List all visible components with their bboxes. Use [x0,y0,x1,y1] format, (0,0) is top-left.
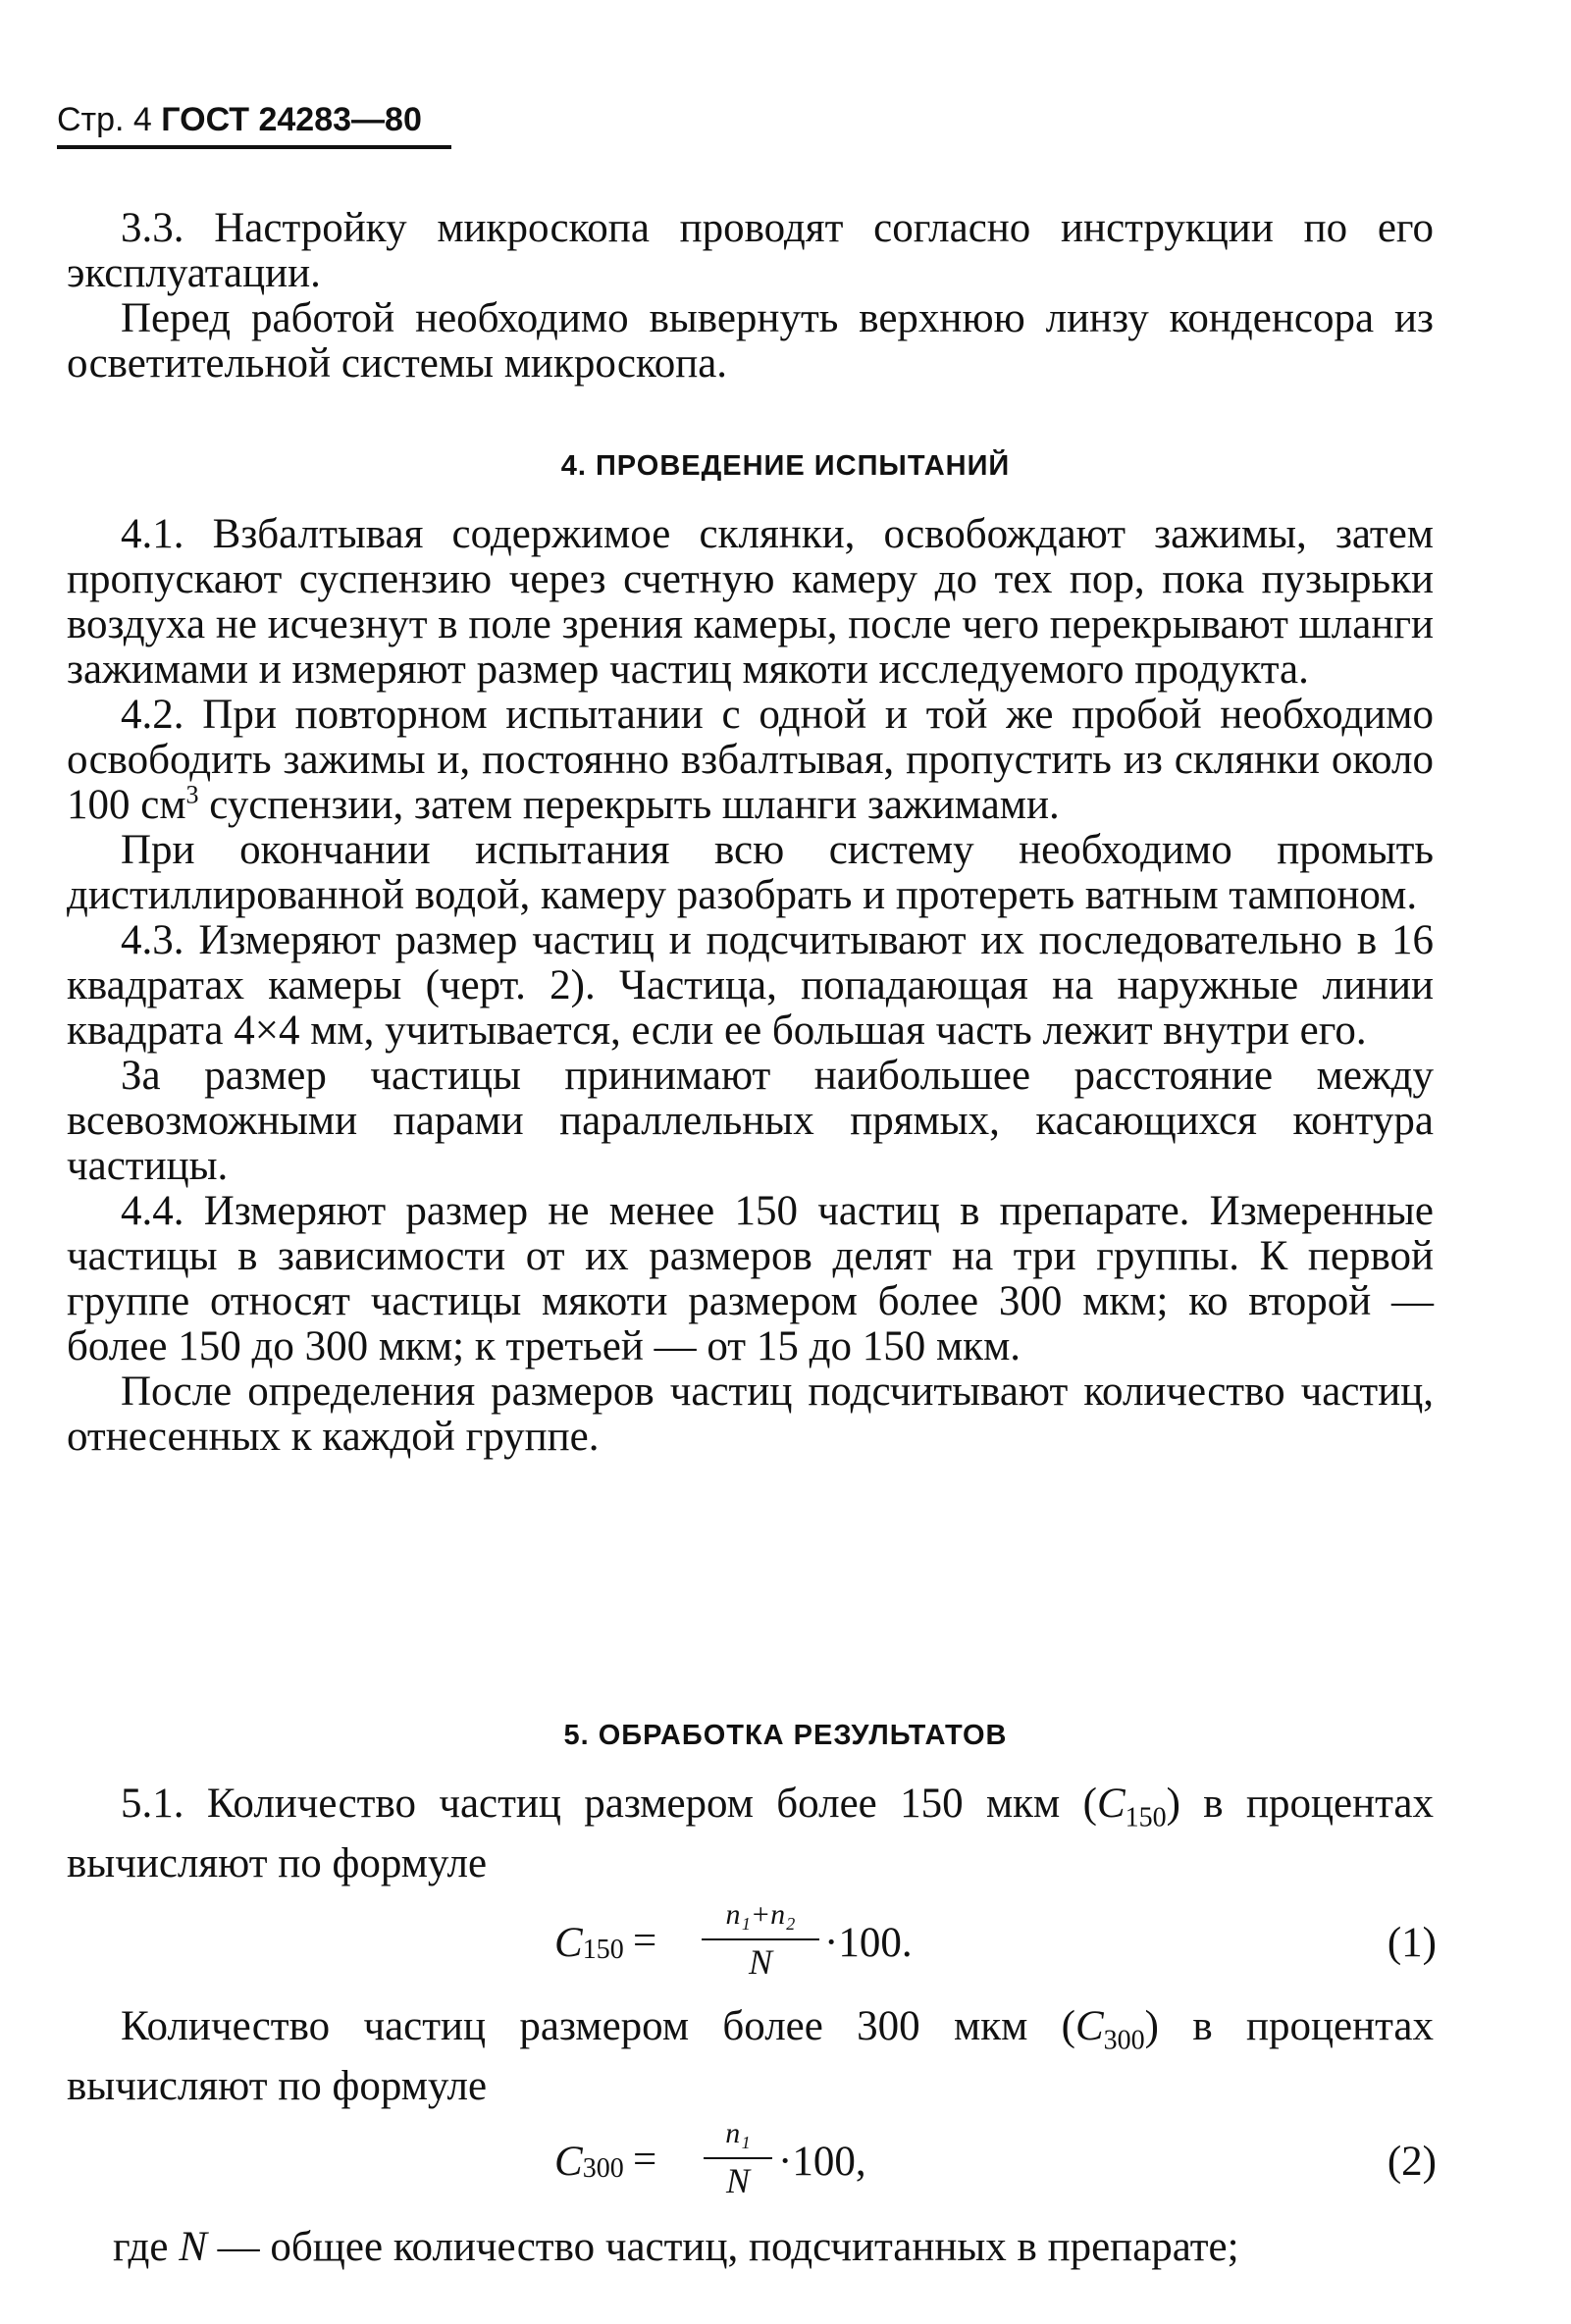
formula-1-number: (1) [1387,1920,1437,1966]
page-header [57,100,422,139]
section-5-text [67,1782,1434,1886]
formula-2-fraction: n₁ N [704,2116,772,2198]
paragraph-3-3-note: Перед работой необходимо вывернуть верхнюю линзу конденсора из осветительной системы микроскопа. [67,295,1434,387]
paragraph-4-4-note: После определения размеров частиц подсчитывают количество частиц, отнесенных к каждой группе. [67,1369,1434,1460]
paragraph-4-3: 4.3. Измеряют размер частиц и подсчитывают их последовательно в 16 квадратах камеры (черт. 2). Частица, попадающая на наружные линии квадрата 4×4 мм, учитывается, если ее большая часть лежит внутри его. [67,917,1434,1054]
paragraph-3-3: 3.3. Настройку микроскопа проводят согласно инструкции по его эксплуатации. [67,205,1434,296]
paragraph-4-2: 4.2. При повторном испытании с одной и той же пробой необходимо освободить зажимы и, постоянно взбалтывая, пропустить из склянки около 100 $см^3$ суспензии, затем перекрыть шланги зажимами. [67,692,1434,828]
page-label: Стр. 4 [57,101,152,138]
header-rule [57,145,451,149]
paragraph-5-2: Количество частиц размером более 300 мкм $(C_{300})$ в процентах вычисляют по формуле [67,2003,1434,2109]
paragraph-4-1: 4.1. Взбалтывая содержимое склянки, освобождают зажимы, затем пропускают суспензию через счетную камеру до тех пор, пока пузырьки воздуха не исчезнут в поле зрения камеры, после чего перекрывают шланги зажимами и измеряют размер частиц мякоти исследуемого продукта. [67,511,1434,693]
formula-1-lhs: $C_{150}$ [554,1920,624,1966]
formula-2-number: (2) [1387,2139,1437,2185]
section-5-text-2 [67,2004,1434,2109]
paragraph-4-3-note: За размер частицы принимают наибольшее расстояние между всевозможными парами параллельных прямых, касающихся контура частицы. [67,1053,1434,1189]
section-3-text [67,206,1434,387]
paragraph-5-1: 5.1. Количество частиц размером более 150 мкм $(C_{150})$ в процентах вычисляют по формуле [67,1781,1434,1886]
standard-number: ГОСТ 24283—80 [161,101,422,138]
formula-1-fraction: n₁+n₂ N [702,1897,819,1980]
paragraph-4-2-note: При окончании испытания всю систему необходимо промыть дистиллированной водой, камеру разобрать и протереть ватным тампоном. [67,827,1434,918]
section-4-text [67,512,1434,1460]
document-page: Стр. 4 ГОСТ 24283—80 3.3. Настройку микроскопа проводят согласно инструкции по его эксплуатации. Перед работой необходимо вывернуть верхнюю линзу конденсора из осветительной системы микроскопа. 4. ПРОВЕДЕНИЕ ИСПЫТАНИЙ 4.1. Взбалтывая содержимое склянки, освобождают зажимы, затем пропускают суспензию через счетную камеру до тех пор, пока пузырьки воздуха не исчезнут в поле зрения камеры, после чего перекрывают шланги зажимами и измеряют размер частиц мякоти исследуемого продукта. 4.2. При повторном испытании с одной и той же пробой необходимо освободить зажимы и, постоянно взбалтывая, пропустить из склянки около 100 $см^3$ суспензии, затем перекрыть шланги зажимами. При окончании испытания всю систему необходимо промыть дистиллированной водой, камеру разобрать и протереть ватным тампоном. 4.3. Измеряют размер частиц и подсчитывают их последовательно в 16 квадратах камеры (черт. 2). Частица, попадающая на наружные линии квадрата 4×4 мм, учитывается, если ее большая часть лежит внутри его. За размер частицы принимают наибольшее расстояние между всевозможными парами параллельных прямых, касающихся контура частицы. 4.4. Измеряют размер не менее 150 частиц в препарате. Измеренные частицы в зависимости от их размеров делят на три группы. К первой группе относят частицы мякоти размером более 300 мкм; ко второй — более 150 до 300 мкм; к третьей — от 15 до 150 мкм. После определения размеров частиц подсчитывают количество частиц, отнесенных к каждой группе. 5. ОБРАБОТКА РЕЗУЛЬТАТОВ 5.1. Количество частиц размером более 150 мкм $(C_{150})$ в процентах вычисляют по формуле $C_{150}$ = n₁+n₂ N ·100. (1) Количество частиц размером более 300 мкм $(C_{300})$ в процентах вычисляют по формуле $C_{300}$ = n₁ N ·100, (2) где N — общее количество частиц, подсчитанных в препарате; [0,0,1571,2324]
paragraph-4-4: 4.4. Измеряют размер не менее 150 частиц в препарате. Измеренные частицы в зависимости от их размеров делят на три группы. К первой группе относят частицы мякоти размером более 300 мкм; ко второй — более 150 до 300 мкм; к третьей — от 15 до 150 мкм. [67,1188,1434,1369]
formula-2-lhs: $C_{300}$ [554,2139,624,2185]
section-5-title: 5. ОБРАБОТКА РЕЗУЛЬТАТОВ [563,1720,1008,1751]
definition-line: где N — общее количество частиц, подсчитанных в препарате; [113,2224,1239,2270]
section-4-title: 4. ПРОВЕДЕНИЕ ИСПЫТАНИЙ [560,450,1011,482]
